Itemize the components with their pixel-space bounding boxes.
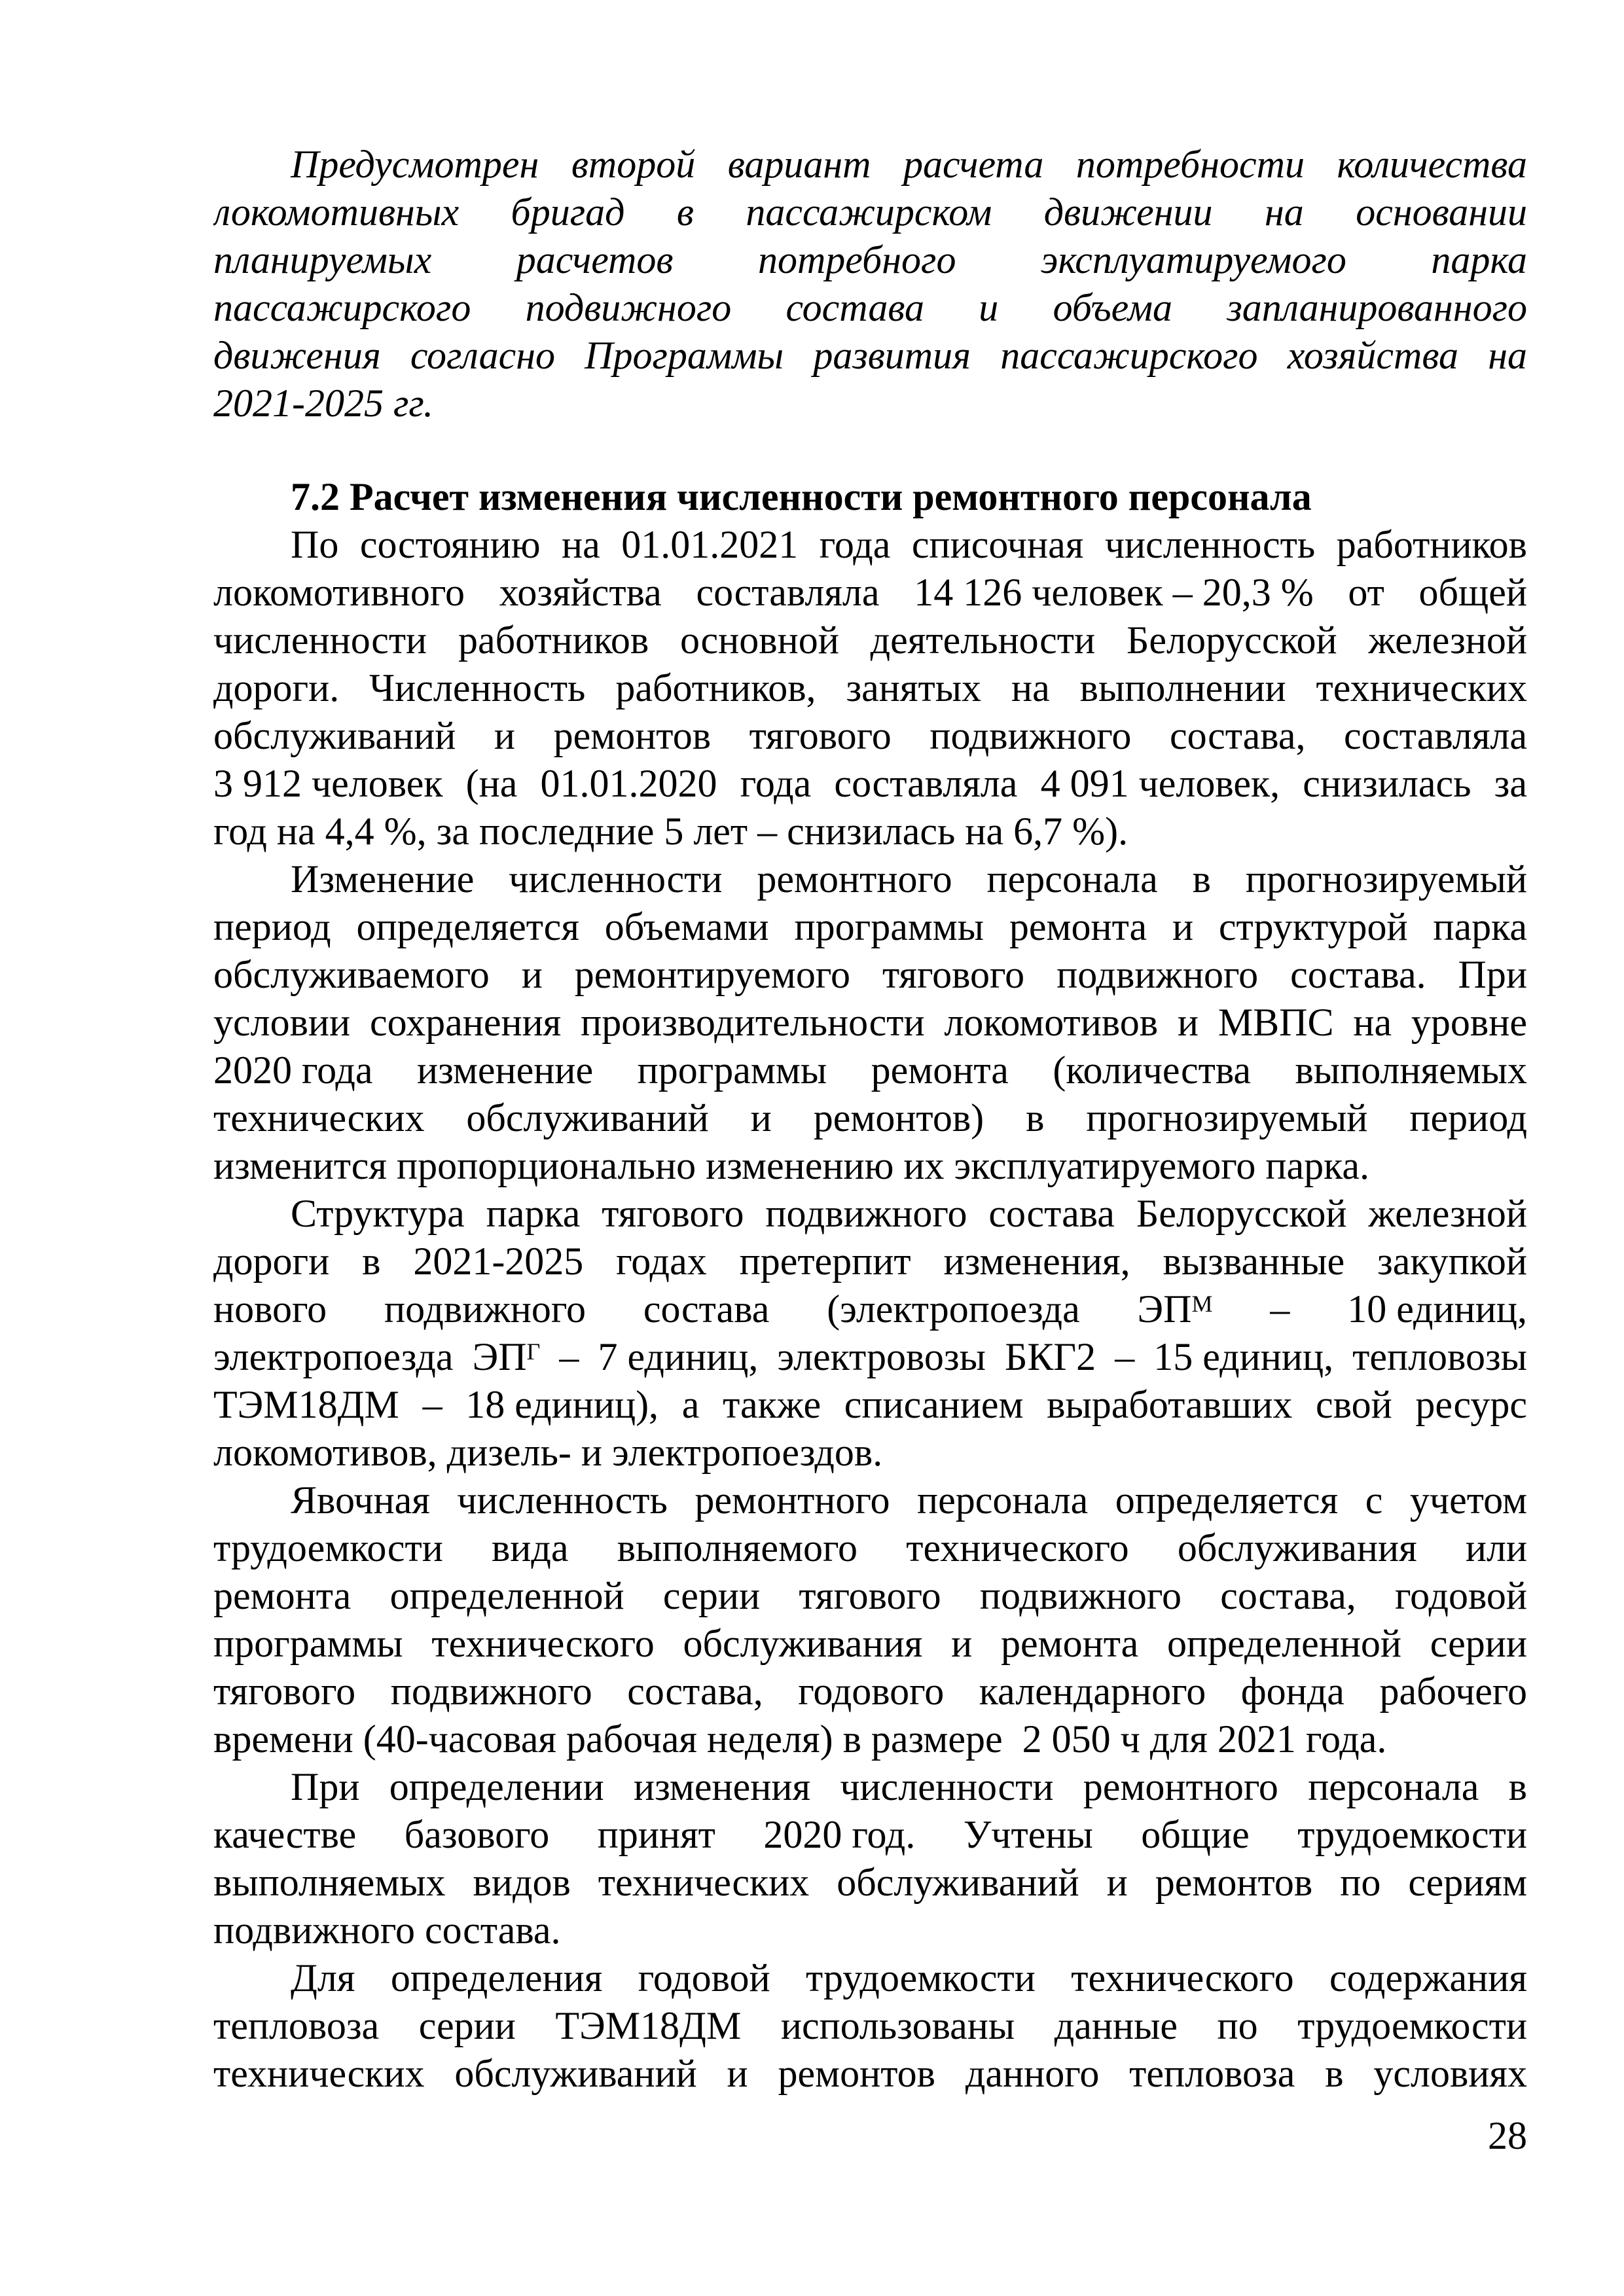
text-line bbox=[213, 1715, 1527, 1763]
text-run: Учтены общие трудоемкости bbox=[915, 1813, 1527, 1856]
text-run: тепловозы bbox=[1333, 1335, 1527, 1378]
text-run: 7.2 Расчет изменения численности ремонтного персонала bbox=[291, 475, 1312, 518]
text-run: планируемых расчетов потребного эксплуатируемого парка bbox=[213, 238, 1527, 281]
text-line bbox=[213, 855, 1527, 903]
text-run: локомотивного хозяйства составляла bbox=[213, 571, 914, 614]
paragraph-fleet-structure bbox=[213, 1190, 1527, 1477]
paragraph-repair-staff-change bbox=[213, 855, 1527, 1190]
text-block bbox=[213, 141, 1527, 2098]
text-line bbox=[213, 712, 1527, 760]
paragraph-attendance-number bbox=[213, 1477, 1527, 1763]
text-line bbox=[213, 1811, 1527, 1859]
text-line bbox=[213, 1668, 1527, 1715]
text-run: обслуживаний и ремонтов тягового подвижного состава, составляла bbox=[213, 714, 1527, 757]
text-run: – bbox=[540, 1335, 598, 1378]
text-run: ремонта определенной серии тягового подвижного состава, годовой bbox=[213, 1574, 1527, 1617]
section-heading bbox=[213, 473, 1527, 521]
text-run: Для определения годовой трудоемкости технического содержания bbox=[291, 1956, 1527, 2000]
text-run: трудоемкости вида выполняемого технического обслуживания или bbox=[213, 1526, 1527, 1570]
text-run: нового подвижного состава (электропоезда ЭП bbox=[213, 1287, 1192, 1331]
text-line bbox=[213, 473, 1527, 521]
superscript-run: Г bbox=[526, 1338, 541, 1365]
text-line bbox=[213, 903, 1527, 951]
text-line bbox=[213, 664, 1527, 712]
text-run: дороги в 2021-2025 годах претерпит изменения, вызванные закупкой bbox=[213, 1240, 1527, 1283]
text-line bbox=[213, 617, 1527, 664]
text-run: подвижного состава. bbox=[213, 1909, 561, 1952]
text-run: от общей bbox=[1313, 571, 1527, 614]
text-run: период определяется объемами программы ремонта и структурой парка bbox=[213, 905, 1527, 948]
text-run: ТЭМ18ДМ – bbox=[213, 1383, 466, 1426]
text-line bbox=[213, 1333, 1527, 1381]
text-line bbox=[213, 1859, 1527, 1907]
paragraph-base-year bbox=[213, 1763, 1527, 1954]
text-run: условии сохранения производительности локомотивов и МВПС на уровне bbox=[213, 1001, 1527, 1044]
text-line bbox=[213, 236, 1527, 284]
text-line bbox=[213, 999, 1527, 1047]
text-run: 2021-2025 гг. bbox=[213, 382, 434, 425]
paragraph-tem18dm-labor bbox=[213, 1954, 1527, 2098]
text-line bbox=[213, 2050, 1527, 2098]
text-run: Структура парка тягового подвижного состава Белорусской железной bbox=[291, 1192, 1527, 1235]
paragraph-workforce-status bbox=[213, 521, 1527, 855]
no-break-run: 18 единиц), bbox=[465, 1383, 659, 1426]
superscript-run: М bbox=[1191, 1290, 1213, 1317]
text-run: снизилась за bbox=[1280, 762, 1527, 805]
no-break-run: 4 091 человек, bbox=[1040, 762, 1280, 805]
no-break-run: 2021 года. bbox=[1217, 1717, 1387, 1761]
text-run: программы технического обслуживания и ремонта определенной серии bbox=[213, 1622, 1527, 1665]
text-line bbox=[213, 569, 1527, 617]
text-line bbox=[213, 1763, 1527, 1811]
text-run: (на 01.01.2020 года составляла bbox=[442, 762, 1041, 805]
text-line bbox=[213, 1190, 1527, 1238]
text-run: пассажирского подвижного состава и объема запланированного bbox=[213, 286, 1527, 329]
text-run: год на 4,4 %, за последние 5 лет – снизилась на 6,7 %). bbox=[213, 810, 1128, 853]
text-run: – bbox=[1212, 1287, 1348, 1331]
text-line bbox=[213, 951, 1527, 999]
text-run: изменение программы ремонта (количества выполняемых bbox=[372, 1049, 1527, 1092]
text-run: Предусмотрен второй вариант расчета потребности количества bbox=[291, 143, 1527, 186]
text-run: электропоезда ЭП bbox=[213, 1335, 527, 1378]
text-run: технических обслуживаний и ремонтов данного тепловоза в условиях bbox=[213, 2052, 1527, 2095]
text-line bbox=[213, 808, 1527, 855]
text-line bbox=[213, 1572, 1527, 1620]
text-line bbox=[213, 521, 1527, 569]
text-run: тягового подвижного состава, годового календарного фонда рабочего bbox=[213, 1670, 1527, 1713]
no-break-run: 3 912 человек bbox=[213, 762, 443, 805]
text-run: дороги. Численность работников, занятых на выполнении технических bbox=[213, 666, 1527, 709]
text-run: технических обслуживаний и ремонтов) в прогнозируемый период bbox=[213, 1096, 1527, 1139]
no-break-run: 2020 года bbox=[213, 1049, 373, 1092]
text-line bbox=[213, 1907, 1527, 1954]
text-run: изменится пропорционально изменению их эксплуатируемого парка. bbox=[213, 1144, 1369, 1187]
no-break-run: 15 единиц, bbox=[1153, 1335, 1334, 1378]
text-line bbox=[213, 1047, 1527, 1094]
text-run: для bbox=[1140, 1717, 1218, 1761]
text-line bbox=[213, 188, 1527, 236]
no-break-run: 7 единиц, bbox=[598, 1335, 759, 1378]
text-run: численности работников основной деятельности Белорусской железной bbox=[213, 619, 1527, 662]
no-break-run: 2020 год. bbox=[763, 1813, 916, 1856]
text-run: локомотивов, дизель- и электропоездов. bbox=[213, 1431, 883, 1474]
text-line bbox=[213, 1429, 1527, 1477]
intro-italic-paragraph bbox=[213, 141, 1527, 427]
text-line bbox=[213, 1094, 1527, 1142]
text-run: тепловоза серии ТЭМ18ДМ использованы данные по трудоемкости bbox=[213, 2004, 1527, 2047]
text-run: качестве базового принят bbox=[213, 1813, 764, 1856]
text-line bbox=[213, 760, 1527, 808]
text-line bbox=[213, 284, 1527, 332]
text-line bbox=[213, 2002, 1527, 2050]
no-break-run: 2 050 ч bbox=[1022, 1717, 1140, 1761]
text-line bbox=[213, 1477, 1527, 1524]
text-line bbox=[213, 1524, 1527, 1572]
text-run: выполняемых видов технических обслуживаний и ремонтов по сериям bbox=[213, 1861, 1527, 1904]
no-break-run: 14 126 человек – 20,3 % bbox=[914, 571, 1314, 614]
text-line bbox=[213, 332, 1527, 380]
text-line bbox=[213, 1381, 1527, 1429]
text-run: По состоянию на 01.01.2021 года списочная численность работников bbox=[291, 523, 1527, 566]
text-run: а также списанием выработавших свой ресурс bbox=[659, 1383, 1527, 1426]
text-line bbox=[213, 380, 1527, 427]
text-line bbox=[213, 1620, 1527, 1668]
text-line bbox=[213, 1238, 1527, 1285]
text-line bbox=[213, 141, 1527, 188]
text-run: локомотивных бригад в пассажирском движении на основании bbox=[213, 190, 1527, 234]
no-break-run: 10 единиц, bbox=[1347, 1287, 1527, 1331]
text-line bbox=[213, 1285, 1527, 1333]
text-run: времени (40-часовая рабочая неделя) в размере bbox=[213, 1717, 1022, 1761]
text-run: Явочная численность ремонтного персонала определяется с учетом bbox=[291, 1479, 1527, 1522]
text-run: обслуживаемого и ремонтируемого тягового подвижного состава. При bbox=[213, 953, 1527, 996]
text-run: При определении изменения численности ремонтного персонала в bbox=[291, 1765, 1527, 1808]
page-number: 28 bbox=[1488, 2114, 1527, 2157]
text-run: Изменение численности ремонтного персонала в прогнозируемый bbox=[291, 857, 1527, 901]
text-line bbox=[213, 1954, 1527, 2002]
text-line bbox=[213, 1142, 1527, 1190]
text-run: электровозы БКГ2 – bbox=[758, 1335, 1154, 1378]
text-run: движения согласно Программы развития пассажирского хозяйства на bbox=[213, 334, 1527, 377]
